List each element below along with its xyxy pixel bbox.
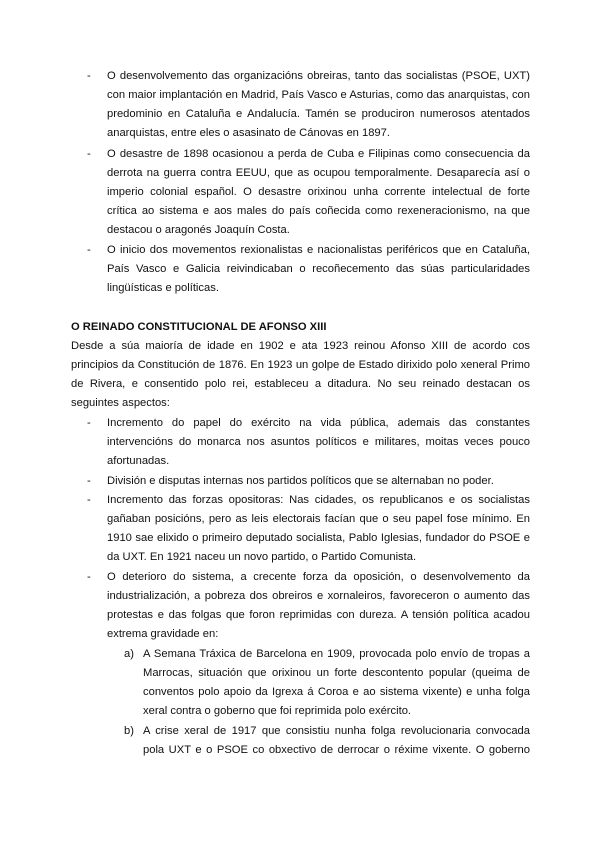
sub-item-text-line: xeral contra o goberno que foi reprimida polo exército.: [143, 705, 412, 717]
bullet-text-line: anarquistas, entre eles o asasinato de Cánovas en 1897.: [107, 127, 390, 139]
sub-item-text-line: conventos polo apoio da Igrexa á Coroa e ao sistema vixente) e unha folga: [143, 686, 530, 698]
bullet-text-line: protestas e das folgas que foron reprimidas con dureza. A tensión política acadou: [107, 609, 530, 621]
bullet-text-line: industrialización, a pobreza dos obreiros e xornaleiros, favoreceron o aumento das: [107, 590, 530, 602]
bullet-text-line: País Vasco e Galicia reivindicaban o recoñecemento das súas particularidades: [107, 263, 530, 275]
bullet-text-line: da UXT. En 1921 naceu un novo partido, o Partido Comunista.: [107, 551, 417, 563]
bullet-text-line: O desastre de 1898 ocasionou a perda de Cuba e Filipinas como consecuencia da: [107, 148, 530, 160]
bullet-text-line: O inicio dos movementos rexionalistas e nacionalistas periféricos que en Cataluña,: [107, 244, 530, 256]
bullet-marker: -: [87, 417, 91, 429]
paragraph-line: de Rivera, e consentido polo rei, estableceu a ditadura. No seu reinado destacan os: [71, 378, 530, 390]
bullet-text-line: intervencións do monarca nos asuntos políticos e militares, moitas veces pouco: [107, 436, 530, 448]
bullet-text-line: lingüísticas e políticas.: [107, 282, 219, 294]
paragraph-line: seguintes aspectos:: [71, 397, 170, 409]
bullet-text-line: División e disputas internas nos partidos políticos que se alternaban no poder.: [107, 475, 494, 487]
bullet-marker: -: [87, 148, 91, 160]
paragraph-line: principios da Constitución de 1876. En 1923 un golpe de Estado dirixido polo xeneral Primo: [71, 359, 530, 371]
bullet-text-line: destacou o aragonés Joaquín Costa.: [107, 224, 290, 236]
bullet-text-line: derrota na guerra contra EEUU, que as ocupou temporalmente. Desaparecía así o: [107, 167, 530, 179]
sub-item-text-line: pola UXT e o PSOE co obxectivo de derrocar o réxime vixente. O goberno: [143, 744, 530, 756]
bullet-text-line: extrema gravidade en:: [107, 628, 219, 640]
sub-item-label: a): [124, 648, 134, 660]
bullet-marker: -: [87, 475, 91, 487]
bullet-marker: -: [87, 494, 91, 506]
sub-item-text-line: Marrocas, situación que orixinou un forte descontento popular (queima de: [143, 667, 530, 679]
bullet-marker: -: [87, 244, 91, 256]
bullet-text-line: Incremento do papel do exército na vida pública, ademais das constantes: [107, 417, 530, 429]
bullet-text-line: O deterioro do sistema, a crecente forza da oposición, o desenvolvemento da: [107, 571, 530, 583]
bullet-text-line: con maior implantación en Madrid, País Vasco e Asturias, como das anarquistas, con: [107, 89, 530, 101]
bullet-text-line: O desenvolvemento das organizacións obreiras, tanto das socialistas (PSOE, UXT): [107, 70, 530, 82]
bullet-text-line: Incremento das forzas opositoras: Nas cidades, os republicanos e os socialistas: [107, 494, 530, 506]
bullet-text-line: 1910 sae elixido o primeiro deputado socialista, Pablo Iglesias, fundador do PSOE e: [107, 532, 530, 544]
bullet-text-line: crítica ao sistema e aos males do país coñecida como rexeneracionismo, na que: [107, 205, 530, 217]
bullet-marker: -: [87, 571, 91, 583]
bullet-text-line: afortunadas.: [107, 455, 170, 467]
section-heading: O REINADO CONSTITUCIONAL DE AFONSO XIII: [71, 321, 327, 333]
bullet-text-line: gañaban posicións, pero as leis electorais facían que o seu papel fose mínimo. En: [107, 513, 530, 525]
paragraph-line: Desde a súa maioría de idade en 1902 e ata 1923 reinou Afonso XIII de acordo cos: [71, 340, 530, 352]
sub-item-label: b): [124, 725, 134, 737]
sub-item-text-line: A crise xeral de 1917 que consistiu nunha folga revolucionaria convocada: [143, 725, 530, 737]
bullet-marker: -: [87, 70, 91, 82]
bullet-text-line: predominio en Cataluña e Andalucía. Tamén se produciron numerosos atentados: [107, 108, 530, 120]
sub-item-text-line: A Semana Tráxica de Barcelona en 1909, provocada polo envío de tropas a: [143, 648, 530, 660]
bullet-text-line: imperio colonial español. O desastre orixinou unha corrente intelectual de forte: [107, 186, 530, 198]
